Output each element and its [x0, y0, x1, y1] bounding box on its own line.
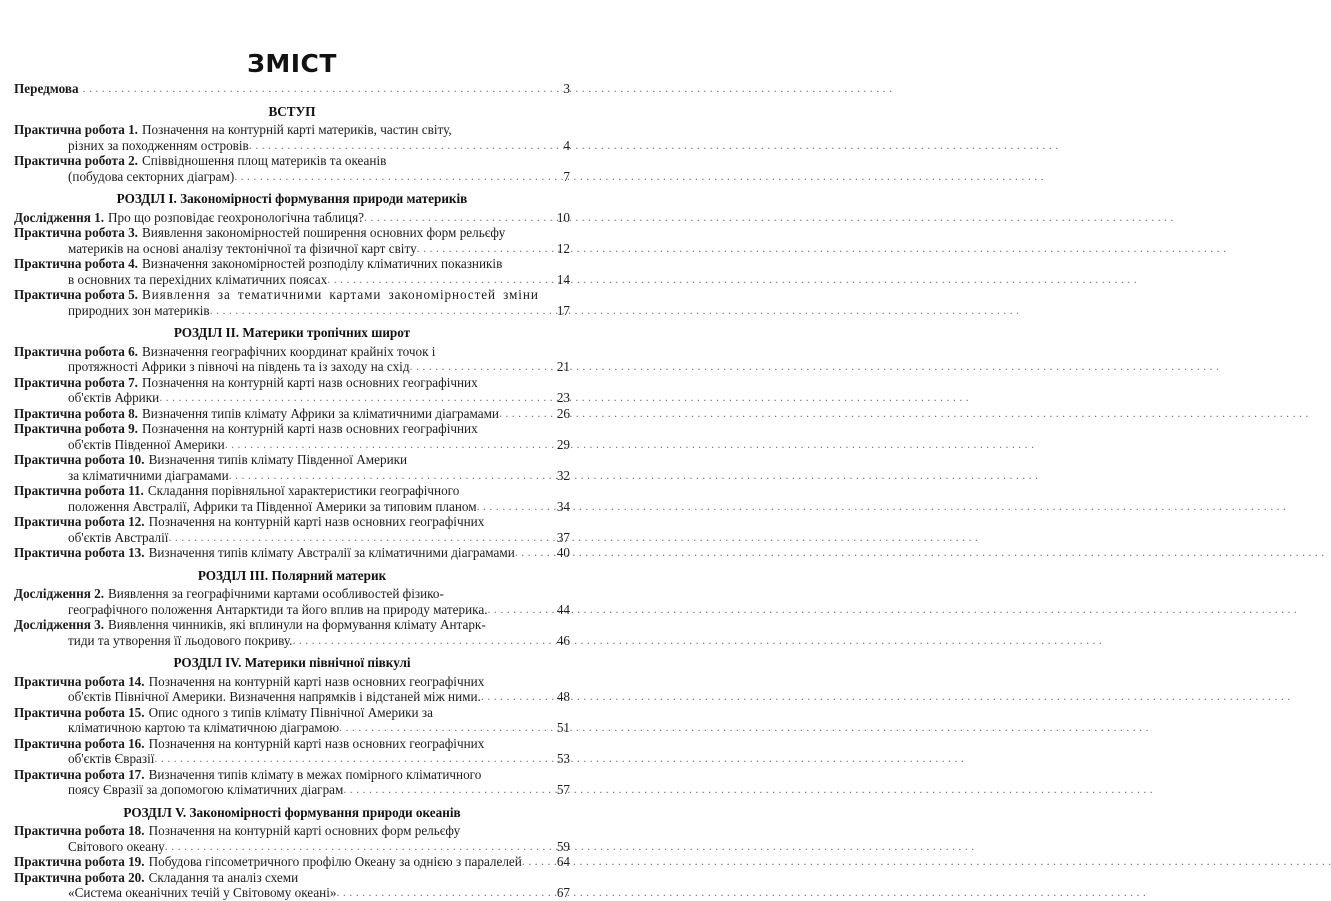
toc-entry[interactable]	[14, 406, 570, 422]
contents-page	[0, 0, 600, 900]
toc-entry-text: (побудова секторних діаграм)	[68, 168, 235, 184]
toc-entry[interactable]	[14, 452, 570, 483]
page-number: 44	[556, 601, 570, 617]
toc-entry-text: Виявлення за тематичними картами закономірностей зміни	[141, 287, 539, 302]
leader-dots	[339, 723, 553, 736]
toc-entry-text: Побудова гіпсометричного профілю Океану за однією з паралелей	[148, 854, 522, 869]
toc-entry-text: положення Австралії, Африки та Південної Америки за типовим планом	[68, 498, 477, 514]
toc-entry-text: об'єктів Африки	[68, 390, 160, 405]
toc-entry[interactable]	[14, 153, 570, 184]
toc-entry-label: Практична робота 2.	[14, 153, 138, 168]
toc-list	[14, 674, 570, 798]
toc-entry-text: Виявлення чинників, які вплинули на формування клімату Антарк-	[108, 617, 486, 632]
toc-entry-label: Практична робота 3.	[14, 225, 138, 240]
toc-entry-text: Визначення закономірностей розподілу кліматичних показників	[141, 256, 503, 271]
page-number: 10	[556, 209, 570, 225]
toc-entry[interactable]	[14, 586, 570, 617]
toc-entry-text: в основних та перехідних кліматичних поясах	[68, 271, 328, 287]
toc-entry-text: Визначення типів клімату Африки за кліматичними діаграмами	[141, 405, 499, 421]
toc-entry[interactable]	[14, 545, 570, 561]
leader-dots	[159, 393, 553, 406]
toc-entry[interactable]	[14, 210, 570, 226]
leader-dots	[364, 212, 553, 225]
toc-entry-text: Складання та аналіз схеми	[148, 869, 299, 885]
toc-entry-label: Практична робота 19.	[14, 854, 145, 869]
leader-dots	[210, 305, 553, 318]
page-number: 29	[556, 436, 570, 452]
toc-entry-label: Практична робота 15.	[14, 704, 145, 720]
toc-list	[14, 122, 570, 184]
toc-entry[interactable]	[14, 617, 570, 648]
page-number: 40	[556, 545, 570, 560]
toc-entry-text: протяжності Африки з півночі на південь та із заходу на схід	[68, 359, 410, 374]
toc-entry-text: Позначення на контурній карті назв основних географічних	[141, 374, 478, 390]
leader-dots	[522, 857, 553, 870]
toc-entry[interactable]	[14, 870, 570, 901]
toc-sections	[14, 97, 570, 901]
toc-entry-label: Практична робота 1.	[14, 122, 138, 137]
leader-dots	[229, 470, 553, 483]
toc-entry-text: Позначення на контурній карті назв основних географічних	[148, 673, 485, 689]
toc-entry[interactable]	[14, 767, 570, 798]
section-heading: РОЗДІЛ I. Закономірності формування природи материків	[116, 191, 468, 206]
page-number: 37	[556, 529, 570, 545]
toc-entry-label: Практична робота 4.	[14, 256, 138, 271]
toc-entry-text: Позначення на контурній карті материків, частин світу,	[141, 122, 452, 137]
toc-entry-label: Дослідження 1.	[14, 209, 105, 225]
page-number: 67	[556, 885, 570, 900]
page-number: 34	[556, 498, 570, 514]
toc-entry-label: Практична робота 14.	[14, 673, 145, 689]
section-heading: РОЗДІЛ V. Закономірності формування природи океанів	[123, 804, 461, 820]
page-number: 21	[556, 359, 570, 374]
toc-entry-label: Практична робота 18.	[14, 823, 145, 838]
toc-entry-label: Дослідження 3.	[14, 617, 105, 632]
toc-entry-label: Практична робота 20.	[14, 869, 145, 885]
toc-entry-text: Позначення на контурній карті назв основних географічних	[148, 514, 485, 529]
toc-entry-text: Визначення географічних координат крайніх точок і	[141, 343, 436, 359]
toc-entry-label: Дослідження 2.	[14, 586, 105, 601]
toc-entry-text: Співвідношення площ материків та океанів	[141, 153, 387, 168]
section-heading: ВСТУП	[268, 103, 316, 119]
toc-list	[14, 586, 570, 648]
page-title: ЗМІСТ	[247, 49, 337, 78]
page-number: 4	[563, 137, 570, 153]
leader-dots	[515, 548, 553, 561]
page-number: 59	[556, 838, 570, 854]
leader-dots	[410, 362, 553, 375]
page-number: 3	[563, 81, 570, 96]
toc-entry-text: за кліматичними діаграмами	[68, 467, 229, 483]
toc-entry-label: Практична робота 16.	[14, 735, 145, 751]
leader-dots	[83, 84, 553, 97]
toc-entry-label: Практична робота 8.	[14, 405, 138, 421]
page-number: 48	[556, 689, 570, 704]
page-number: 12	[556, 240, 570, 256]
toc-entry-text: Визначення типів клімату Південної Америки	[148, 452, 408, 467]
page-number: 14	[556, 271, 570, 287]
toc-entry-label: Практична робота 12.	[14, 514, 145, 529]
toc-entry[interactable]	[14, 705, 570, 736]
page-number: 23	[556, 390, 570, 405]
toc-entry-label: Практична робота 5.	[14, 287, 138, 302]
leader-dots	[292, 635, 553, 648]
toc-entry-label: Практична робота 13.	[14, 545, 145, 560]
toc-entry-text: географічного положення Антарктиди та його вплив на природу материка.	[68, 601, 488, 617]
section-heading: РОЗДІЛ II. Материки тропічних широт	[173, 325, 411, 340]
toc-entry-text: Світового океану	[68, 838, 165, 854]
toc-entry-text: об'єктів Австралії	[68, 529, 169, 545]
toc-entry-text: різних за походженням островів	[68, 137, 249, 153]
page-number: 53	[556, 751, 570, 766]
leader-dots	[168, 532, 553, 545]
toc-entry-text: Позначення на контурній карті основних форм рельєфу	[148, 823, 461, 838]
toc-entry-text: Складання порівняльної характеристики географічного	[147, 483, 460, 498]
toc-entry[interactable]	[14, 287, 570, 318]
page-number: 64	[556, 854, 570, 869]
toc-entry[interactable]	[14, 122, 570, 153]
toc-entry-label: Передмова	[14, 81, 79, 96]
toc-entry-text: Позначення на контурній карті назв основних географічних	[148, 735, 485, 751]
toc-entry-text: кліматичною картою та кліматичною діаграмою	[68, 720, 340, 735]
toc-entry[interactable]	[14, 256, 570, 287]
page-number: 46	[556, 632, 570, 648]
toc-entry-text: об'єктів Північної Америки. Визначення напрямків і відстаней між ними.	[68, 689, 481, 704]
toc-entry[interactable]	[14, 421, 570, 452]
toc-entry-text: Виявлення закономірностей поширення основних форм рельєфу	[141, 225, 506, 240]
leader-dots	[249, 140, 553, 153]
toc-entry-text: природних зон материків	[68, 302, 210, 318]
leader-dots	[154, 754, 553, 767]
toc-entry[interactable]	[14, 514, 570, 545]
toc-entry[interactable]	[14, 736, 570, 767]
page-number: 17	[556, 302, 570, 318]
toc-entry-text: об'єктів Євразії	[68, 751, 155, 766]
toc-entry-text: Про що розповідає геохронологічна таблиця?	[108, 209, 364, 225]
toc-entry[interactable]	[14, 674, 570, 705]
page-number: 32	[556, 467, 570, 483]
leader-dots	[343, 785, 553, 798]
toc-entry[interactable]	[14, 823, 570, 854]
leader-dots	[165, 841, 553, 854]
toc-entry-text: Опис одного з типів клімату Північної Америки за	[148, 704, 433, 720]
toc-entry-label: Практична робота 6.	[14, 343, 138, 359]
toc-entry-label: Практична робота 9.	[14, 421, 138, 436]
leader-dots	[481, 692, 553, 705]
toc-entry-text: тиди та утворення її льодового покриву.	[68, 632, 293, 648]
leader-dots	[488, 604, 553, 617]
leader-dots	[225, 439, 553, 452]
leader-dots	[337, 888, 554, 901]
toc-entry-text: материків на основі аналізу тектонічної та фізичної карт світу	[68, 240, 417, 256]
toc-entry[interactable]	[14, 225, 570, 256]
toc-entry-label: Практична робота 11.	[14, 483, 144, 498]
page-number: 57	[556, 782, 570, 797]
section-heading: РОЗДІЛ IV. Материки північної півкулі	[173, 655, 411, 670]
toc-entry[interactable]	[14, 344, 570, 375]
page-number: 7	[563, 168, 570, 184]
toc-entry-text: Визначення типів клімату Австралії за кліматичними діаграмами	[148, 545, 515, 560]
leader-dots	[234, 171, 553, 184]
toc-entry-text: об'єктів Південної Америки	[68, 436, 225, 452]
toc-entry-label: Практична робота 7.	[14, 374, 138, 390]
toc-list	[14, 210, 570, 319]
toc-list	[14, 823, 570, 901]
toc-list	[14, 344, 570, 561]
toc-entry[interactable]	[14, 854, 570, 870]
toc-entry-text: Позначення на контурній карті назв основних географічних	[141, 421, 478, 436]
page-number: 26	[556, 405, 570, 421]
toc-entry-label: Практична робота 17.	[14, 766, 145, 782]
toc-entry[interactable]	[14, 375, 570, 406]
toc-entry-text: Виявлення за географічними картами особливостей фізико-	[108, 586, 444, 601]
page-number: 51	[556, 720, 570, 735]
toc-entry-preface[interactable]	[14, 78, 570, 97]
leader-dots	[477, 501, 553, 514]
toc-entry-text: «Система океанічних течій у Світовому океані»	[68, 885, 337, 900]
toc-entry-label: Практична робота 10.	[14, 452, 145, 467]
toc-entry-text: поясу Євразії за допомогою кліматичних діаграм	[68, 782, 344, 797]
leader-dots	[327, 274, 553, 287]
toc-entry-text: Визначення типів клімату в межах помірного кліматичного	[148, 766, 482, 782]
leader-dots	[499, 408, 553, 421]
section-heading: РОЗДІЛ III. Полярний материк	[197, 567, 387, 583]
toc-entry[interactable]	[14, 483, 570, 514]
leader-dots	[417, 243, 553, 256]
